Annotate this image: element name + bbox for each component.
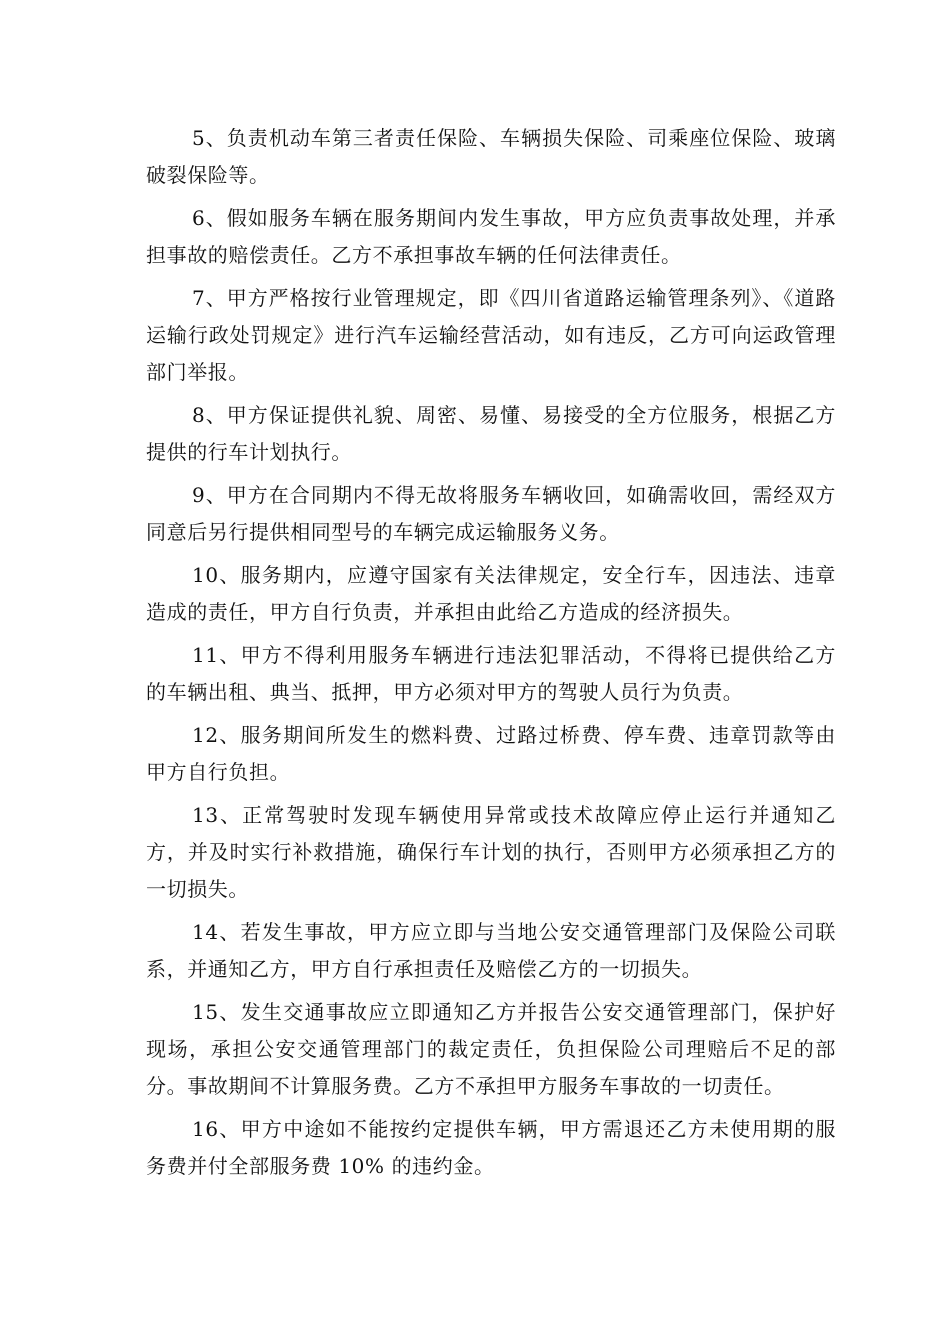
clause-15: 15、发生交通事故应立即通知乙方并报告公安交通管理部门，保护好现场，承担公安交通管理部门的裁定责任，负担保险公司理赔后不足的部分。事故期间不计算服务费。乙方不承担甲方服务车事故的一切责任。 [146,1000,836,1098]
clause-5: 5、负责机动车第三者责任保险、车辆损失保险、司乘座位保险、玻璃破裂保险等。 [146,126,836,187]
clause-6: 6、假如服务车辆在服务期间内发生事故，甲方应负责事故处理，并承担事故的赔偿责任。乙方不承担事故车辆的任何法律责任。 [146,206,836,267]
document-page [146,120,836,1191]
clause-10: 10、服务期内，应遵守国家有关法律规定，安全行车，因违法、违章造成的责任，甲方自行负责，并承担由此给乙方造成的经济损失。 [146,563,836,624]
clause-11: 11、甲方不得利用服务车辆进行违法犯罪活动，不得将已提供给乙方的车辆出租、典当、抵押，甲方必须对甲方的驾驶人员行为负责。 [146,643,836,704]
clause-12: 12、服务期间所发生的燃料费、过路过桥费、停车费、违章罚款等由甲方自行负担。 [146,723,836,784]
clause-16: 16、甲方中途如不能按约定提供车辆，甲方需退还乙方未使用期的服务费并付全部服务费 10% 的违约金。 [146,1117,836,1178]
clause-8: 8、甲方保证提供礼貌、周密、易懂、易接受的全方位服务，根据乙方提供的行车计划执行。 [146,403,836,464]
clause-14: 14、若发生事故，甲方应立即与当地公安交通管理部门及保险公司联系，并通知乙方，甲方自行承担责任及赔偿乙方的一切损失。 [146,920,836,981]
clause-7: 7、甲方严格按行业管理规定，即《四川省道路运输管理条列》、《道路运输行政处罚规定》进行汽车运输经营活动，如有违反，乙方可向运政管理部门举报。 [146,286,836,384]
clause-13: 13、正常驾驶时发现车辆使用异常或技术故障应停止运行并通知乙方，并及时实行补救措施，确保行车计划的执行，否则甲方必须承担乙方的一切损失。 [146,803,836,901]
clause-9: 9、甲方在合同期内不得无故将服务车辆收回，如确需收回，需经双方同意后另行提供相同型号的车辆完成运输服务义务。 [146,483,836,544]
